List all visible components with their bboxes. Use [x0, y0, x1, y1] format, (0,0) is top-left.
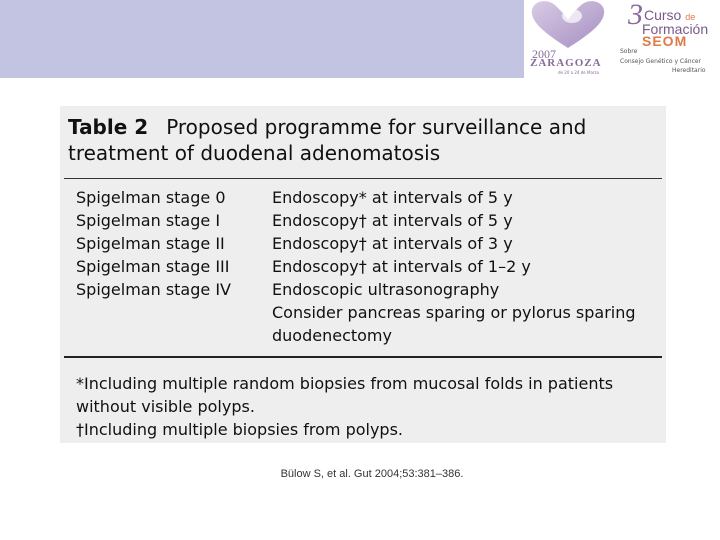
- citation: Bülow S, et al. Gut 2004;53:381–386.: [280, 468, 464, 480]
- table-caption: [68, 114, 658, 166]
- stage-column: [76, 186, 266, 301]
- stage-item: Spigelman stage III: [76, 257, 230, 276]
- heart-logo-icon: [528, 0, 608, 50]
- table-label: Table 2: [68, 115, 149, 139]
- logo-line-2: Formación: [642, 21, 709, 37]
- table-figure: [60, 106, 666, 443]
- course-logo: [524, 0, 720, 78]
- footnote: †Including multiple biopsies from polyps.: [76, 420, 403, 439]
- stage-item: Spigelman stage I: [76, 211, 221, 230]
- logo-line-3: SEOM: [642, 33, 688, 49]
- logo-city: ZARAGOZA: [530, 57, 602, 69]
- table-bottom-rule: [64, 356, 662, 358]
- action-column: [272, 186, 657, 347]
- logo-curso: Curso: [644, 7, 682, 23]
- logo-year: 2007: [532, 47, 556, 61]
- logo-edition-number: 3: [628, 0, 643, 31]
- action-item: Endoscopy† at intervals of 5 y: [272, 211, 513, 230]
- logo-topic-2: Hereditario: [672, 67, 706, 74]
- table-footnotes: [76, 372, 636, 441]
- logo-de: de: [685, 12, 696, 22]
- logo-sobre: Sobre: [620, 48, 638, 55]
- action-item: Endoscopy* at intervals of 5 y: [272, 188, 513, 207]
- action-item: Endoscopy† at intervals of 1–2 y: [272, 257, 531, 276]
- logo-topic-1: Consejo Genético y Cáncer: [620, 58, 702, 65]
- action-item: Endoscopic ultrasonography: [272, 280, 500, 299]
- logo-dates: de 20 a 24 de Marzo: [558, 70, 600, 75]
- table-title: Proposed programme for surveillance and treatment of duodenal adenomatosis: [68, 115, 587, 165]
- stage-item: Spigelman stage 0: [76, 188, 226, 207]
- action-item: Endoscopy† at intervals of 3 y: [272, 234, 513, 253]
- action-item: Consider pancreas sparing or pylorus sparing duodenectomy: [272, 303, 636, 345]
- table-top-rule: [64, 178, 662, 179]
- footnote: *Including multiple random biopsies from mucosal folds in patients without visible polyps.: [76, 374, 614, 416]
- stage-item: Spigelman stage IV: [76, 280, 231, 299]
- stage-item: Spigelman stage II: [76, 234, 225, 253]
